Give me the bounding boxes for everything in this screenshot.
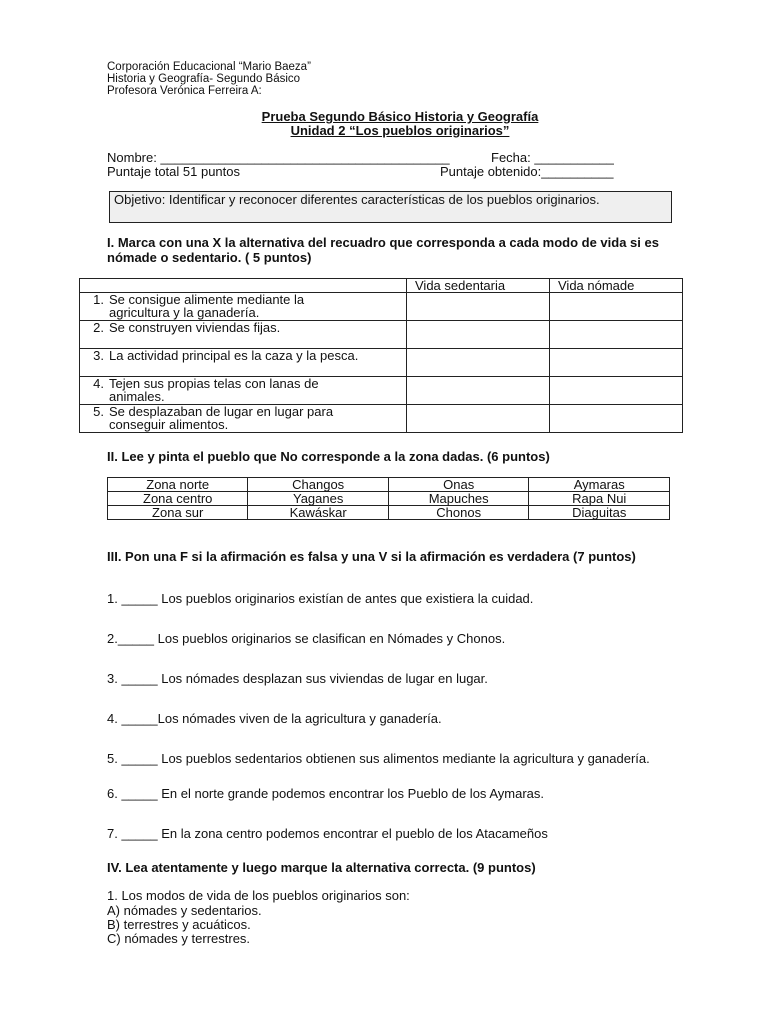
statement-6[interactable]: 6. _____ En el norte grande podemos encontrar los Pueblo de los Aymaras. — [107, 786, 544, 801]
statement-4[interactable]: 4. _____Los nómades viven de la agricultura y ganadería. — [107, 711, 442, 726]
option-b[interactable]: B) terrestres y acuáticos. — [107, 917, 251, 932]
item-text: Se construyen viviendas fijas. — [109, 320, 281, 335]
answer-cell-nomade[interactable] — [550, 293, 683, 321]
item-number: 4. — [93, 376, 104, 391]
teacher-name: Profesora Verónica Ferreira A: — [107, 85, 262, 97]
test-title: Prueba Segundo Básico Historia y Geografía — [261, 109, 539, 124]
answer-cell-sedentaria[interactable] — [407, 321, 550, 349]
people-cell[interactable]: Kawáskar — [248, 506, 389, 520]
statement-1[interactable]: 1. _____ Los pueblos originarios existían de antes que existiera la cuidad. — [107, 591, 534, 606]
people-cell[interactable]: Rapa Nui — [529, 492, 670, 506]
answer-cell-nomade[interactable] — [550, 321, 683, 349]
people-cell[interactable]: Onas — [388, 478, 529, 492]
people-cell[interactable]: Changos — [248, 478, 389, 492]
people-cell[interactable]: Mapuches — [388, 492, 529, 506]
unit-title: Unidad 2 “Los pueblos originarios” — [290, 123, 510, 138]
date-field[interactable]: Fecha: ___________ — [491, 150, 614, 165]
people-cell[interactable]: Aymaras — [529, 478, 670, 492]
table-header-empty — [80, 279, 407, 293]
section-4-title: IV. Lea atentamente y luego marque la alternativa correcta. (9 puntos) — [107, 860, 536, 875]
item-number: 2. — [93, 320, 104, 335]
section-2-title: II. Lee y pinta el pueblo que No corresponde a la zona dadas. (6 puntos) — [107, 449, 550, 464]
people-cell[interactable]: Chonos — [388, 506, 529, 520]
statement-7[interactable]: 7. _____ En la zona centro podemos encontrar el pueblo de los Atacameños — [107, 826, 548, 841]
item-text: Se consigue alimente mediante la agricultura y la ganadería. — [109, 292, 305, 320]
section-3-title: III. Pon una F si la afirmación es falsa y una V si la afirmación es verdadera (7 puntos) — [107, 549, 636, 564]
zone-cell: Zona centro — [108, 492, 248, 506]
people-cell[interactable]: Diaguitas — [529, 506, 670, 520]
table-row — [108, 478, 670, 492]
table-row — [80, 349, 683, 377]
item-number: 5. — [93, 404, 104, 419]
obtained-score-field[interactable]: Puntaje obtenido:__________ — [440, 164, 614, 179]
section-1-title: I. Marca con una X la alternativa del recuadro que corresponda a cada modo de vida si es nómade o sedentario. ( 5 puntos) — [107, 235, 659, 265]
statement-3[interactable]: 3. _____ Los nómades desplazan sus viviendas de lugar en lugar. — [107, 671, 488, 686]
answer-cell-sedentaria[interactable] — [407, 377, 550, 405]
item-text: Tejen sus propias telas con lanas de animales. — [109, 376, 319, 404]
table-row — [108, 492, 670, 506]
option-a[interactable]: A) nómades y sedentarios. — [107, 903, 262, 918]
table-row — [108, 506, 670, 520]
answer-cell-sedentaria[interactable] — [407, 293, 550, 321]
table-header-sedentaria: Vida sedentaria — [407, 279, 550, 293]
table-row — [80, 377, 683, 405]
table-row — [80, 405, 683, 433]
section-2-table — [107, 477, 670, 520]
zone-cell: Zona sur — [108, 506, 248, 520]
answer-cell-nomade[interactable] — [550, 349, 683, 377]
name-field[interactable]: Nombre: ________________________________________ — [107, 150, 450, 165]
course-name: Historia y Geografía- Segundo Básico — [107, 73, 301, 85]
option-c[interactable]: C) nómades y terrestres. — [107, 931, 251, 946]
objective-text: Objetivo: Identificar y reconocer diferentes características de los pueblos originarios. — [114, 192, 600, 207]
answer-cell-sedentaria[interactable] — [407, 405, 550, 433]
table-row — [80, 321, 683, 349]
answer-cell-nomade[interactable] — [550, 377, 683, 405]
total-score: Puntaje total 51 puntos — [107, 164, 240, 179]
section-1-table — [79, 278, 683, 433]
objective-box — [109, 191, 672, 223]
answer-cell-sedentaria[interactable] — [407, 349, 550, 377]
people-cell[interactable]: Yaganes — [248, 492, 389, 506]
answer-cell-nomade[interactable] — [550, 405, 683, 433]
table-row — [80, 293, 683, 321]
item-number: 1. — [93, 292, 104, 307]
statement-2[interactable]: 2._____ Los pueblos originarios se clasifican en Nómades y Chonos. — [107, 631, 506, 646]
question-1: 1. Los modos de vida de los pueblos originarios son: — [107, 888, 410, 903]
item-number: 3. — [93, 348, 104, 363]
item-text: La actividad principal es la caza y la pesca. — [109, 348, 359, 363]
table-header-nomade: Vida nómade — [550, 279, 683, 293]
school-name: Corporación Educacional “Mario Baeza” — [107, 61, 311, 73]
zone-cell: Zona norte — [108, 478, 248, 492]
statement-5[interactable]: 5. _____ Los pueblos sedentarios obtienen sus alimentos mediante la agricultura y ganadería. — [107, 751, 650, 766]
item-text: Se desplazaban de lugar en lugar para conseguir alimentos. — [109, 404, 334, 432]
